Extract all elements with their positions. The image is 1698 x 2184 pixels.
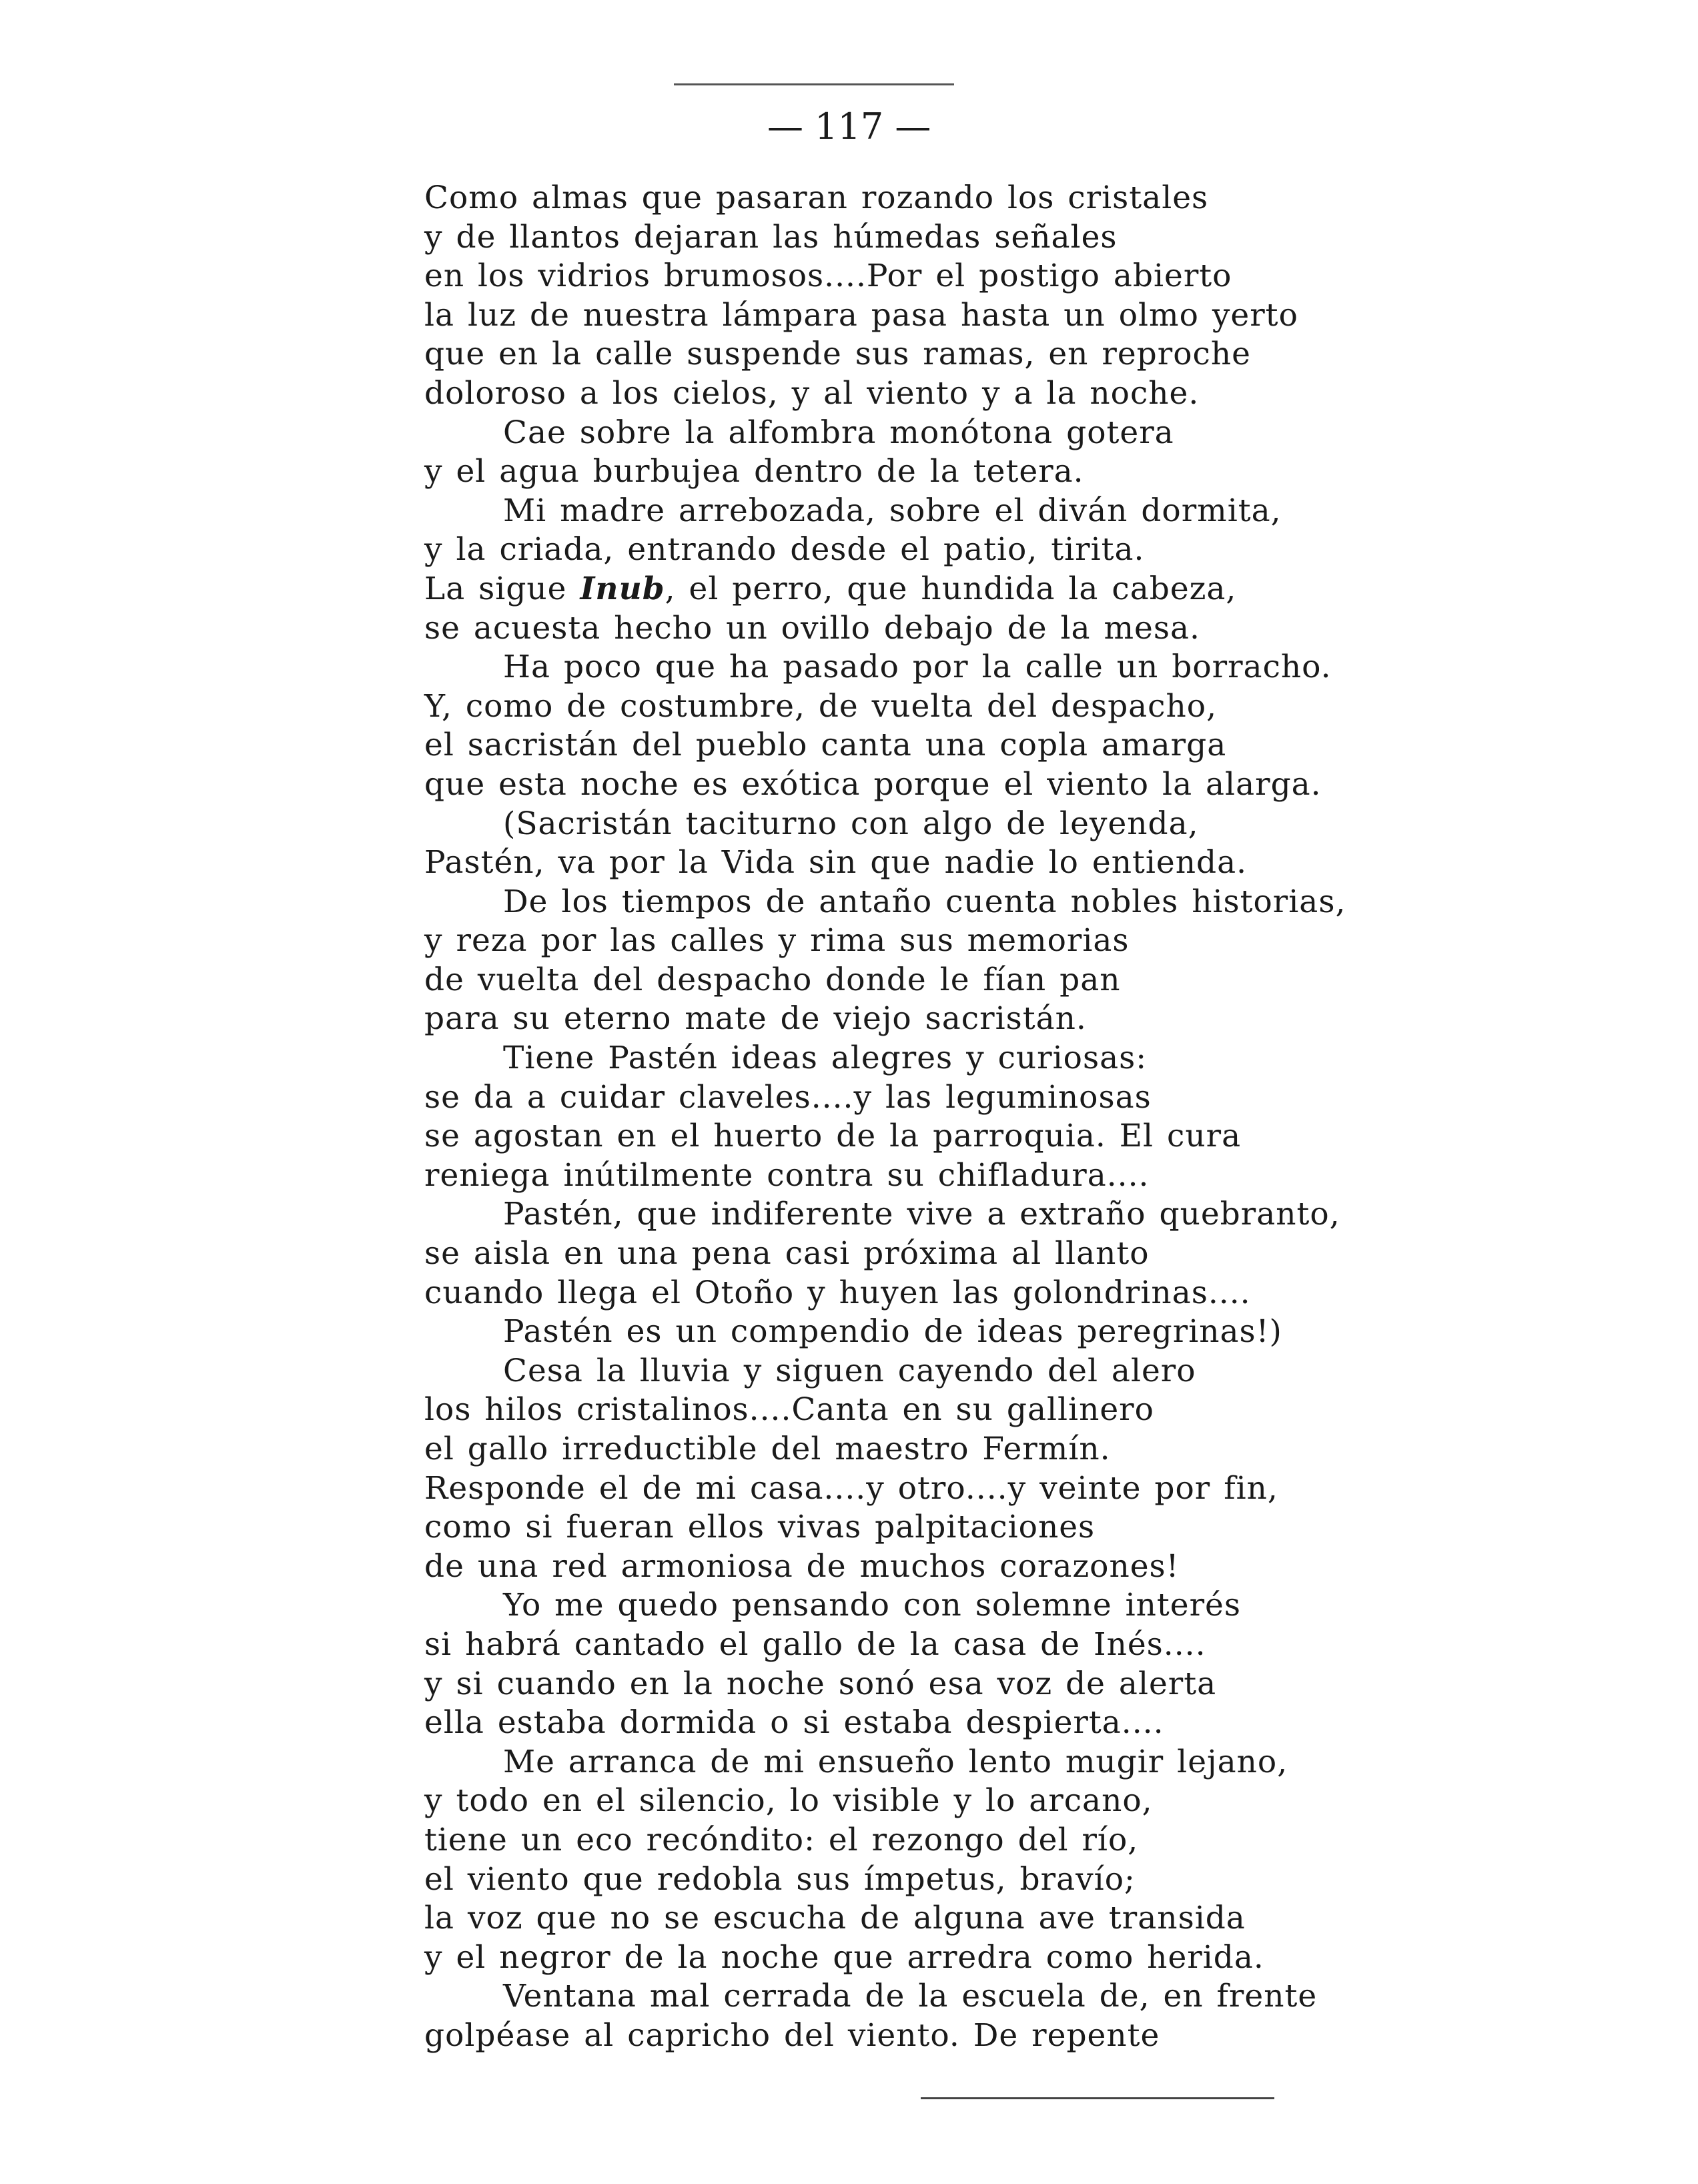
poem-line: Responde el de mi casa....y otro....y veinte por fin, — [424, 1469, 1278, 1507]
poem-line: Como almas que pasaran rozando los cristales — [424, 179, 1209, 216]
poem-line: de vuelta del despacho donde le fían pan — [424, 961, 1121, 998]
poem-line: Mi madre arrebozada, sobre el diván dormita, — [503, 492, 1282, 529]
poem-line: Pastén es un compendio de ideas peregrinas!) — [503, 1313, 1282, 1351]
poem-line: doloroso a los cielos, y al viento y a la noche. — [424, 374, 1200, 412]
poem-line: Yo me quedo pensando con solemne interés — [503, 1587, 1241, 1624]
poem-line: Me arranca de mi ensueño lento mugir lejano, — [503, 1743, 1288, 1780]
top-rule — [674, 83, 954, 85]
poem-line: como si fueran ellos vivas palpitaciones — [424, 1509, 1096, 1546]
poem-line: para su eterno mate de viejo sacristán. — [424, 1000, 1087, 1038]
poem-line: el viento que redobla sus ímpetus, bravío; — [424, 1860, 1136, 1898]
poem-line: la voz que no se escucha de alguna ave transida — [424, 1900, 1246, 1937]
poem-line: el sacristán del pueblo canta una copla amarga — [424, 727, 1227, 764]
poem-line: De los tiempos de antaño cuenta nobles historias, — [503, 883, 1346, 920]
poem-line: si habrá cantado el gallo de la casa de Inés.... — [424, 1625, 1206, 1663]
poem-line: y si cuando en la noche sonó esa voz de alerta — [424, 1665, 1217, 1702]
italic-name: Inub — [580, 570, 665, 607]
poem-line: (Sacristán taciturno con algo de leyenda, — [503, 805, 1199, 842]
poem-line: que esta noche es exótica porque el viento la alarga. — [424, 765, 1322, 803]
line-segment: La sigue — [424, 570, 580, 607]
poem-line: cuando llega el Otoño y huyen las golondrinas.... — [424, 1274, 1251, 1311]
poem-line — [424, 570, 1378, 609]
line-segment: , el perro, que hundida la cabeza, — [665, 570, 1237, 607]
poem-line: que en la calle suspende sus ramas, en reproche — [424, 336, 1251, 373]
poem-line: ella estaba dormida o si estaba despierta.... — [424, 1704, 1164, 1742]
poem-line: de una red armoniosa de muchos corazones! — [424, 1547, 1180, 1585]
poem-line: Tiene Pastén ideas alegres y curiosas: — [503, 1040, 1148, 1077]
poem-line: tiene un eco recóndito: el rezongo del río, — [424, 1821, 1139, 1858]
poem-line: y el negror de la noche que arredra como herida. — [424, 1938, 1264, 1976]
poem-line: y todo en el silencio, lo visible y lo arcano, — [424, 1782, 1153, 1820]
poem-line: la luz de nuestra lámpara pasa hasta un olmo yerto — [424, 296, 1298, 334]
poem-body — [424, 179, 1378, 2056]
poem-line: se aisla en una pena casi próxima al llanto — [424, 1235, 1150, 1272]
poem-line: Ventana mal cerrada de la escuela de, en frente — [503, 1978, 1318, 2015]
poem-line: se agostan en el huerto de la parroquia. El cura — [424, 1118, 1242, 1155]
bottom-rule — [921, 2097, 1274, 2099]
poem-line: reniega inútilmente contra su chifladura.... — [424, 1156, 1150, 1194]
poem-line: el gallo irreductible del maestro Fermín. — [424, 1431, 1111, 1467]
poem-line: y reza por las calles y rima sus memorias — [424, 922, 1130, 960]
poem-line: Pastén, va por la Vida sin que nadie lo entienda. — [424, 844, 1248, 881]
page-number: — 117 — — [767, 105, 931, 147]
poem-line: Y, como de costumbre, de vuelta del despacho, — [424, 687, 1218, 725]
poem-line: y el agua burbujea dentro de la tetera. — [424, 453, 1084, 490]
poem-line: Cae sobre la alfombra monótona gotera — [503, 414, 1174, 451]
poem-line: se da a cuidar claveles....y las leguminosas — [424, 1078, 1152, 1116]
poem-line: golpéase al capricho del viento. De repente — [424, 2017, 1160, 2054]
poem-line: Cesa la lluvia y siguen cayendo del alero — [503, 1352, 1196, 1389]
poem-line: en los vidrios brumosos....Por el postigo abierto — [424, 258, 1232, 295]
poem-line: los hilos cristalinos....Canta en su gallinero — [424, 1391, 1154, 1429]
poem-line: y de llantos dejaran las húmedas señales — [424, 218, 1118, 256]
poem-line: Ha poco que ha pasado por la calle un borracho. — [503, 649, 1332, 686]
poem-line: se acuesta hecho un ovillo debajo de la mesa. — [424, 609, 1200, 647]
poem-line: y la criada, entrando desde el patio, tirita. — [424, 531, 1145, 569]
poem-line: Pastén, que indiferente vive a extraño quebranto, — [503, 1196, 1340, 1233]
